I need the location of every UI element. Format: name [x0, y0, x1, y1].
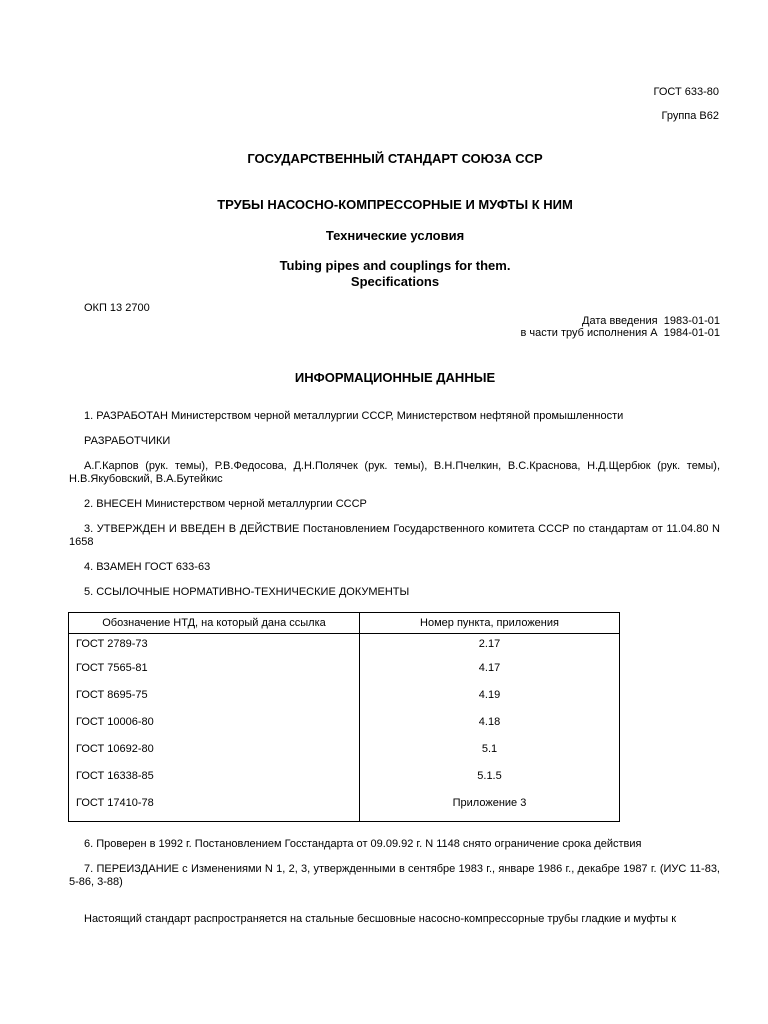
table-row	[69, 660, 620, 687]
table-header-document: Обозначение НТД, на который дана ссылка	[69, 613, 360, 634]
developers-list: А.Г.Карпов (рук. темы), Р.В.Федосова, Д.Н.Полячек (рук. темы), В.Н.Пчелкин, В.С.Краснова, Н.Д.Щербюк (рук. темы), Н.В.Якубовский, В.А.Бутейкис	[69, 460, 720, 485]
table-cell-clause: 4.18	[360, 714, 620, 741]
intro-date-a: в части труб исполнения А 1984-01-01	[520, 327, 720, 339]
developers-label: РАЗРАБОТЧИКИ	[84, 435, 171, 447]
standard-heading: ГОСУДАРСТВЕННЫЙ СТАНДАРТ СОЮЗА ССР	[247, 151, 543, 166]
table-cell-clause: Приложение 3	[360, 795, 620, 822]
table-cell-document: ГОСТ 17410-78	[69, 795, 360, 822]
table-cell-clause: 2.17	[360, 634, 620, 661]
table-cell-document: ГОСТ 7565-81	[69, 660, 360, 687]
paragraph-6: 6. Проверен в 1992 г. Постановлением Госстандарта от 09.09.92 г. N 1148 снято ограничение срока действия	[84, 838, 642, 850]
intro-date: Дата введения 1983-01-01	[582, 315, 720, 327]
table-row	[69, 768, 620, 795]
table-cell-document: ГОСТ 10692-80	[69, 741, 360, 768]
table-cell-document: ГОСТ 2789-73	[69, 634, 360, 661]
gost-number: ГОСТ 633-80	[653, 86, 719, 98]
table-row	[69, 687, 620, 714]
paragraph-2: 2. ВНЕСЕН Министерством черной металлургии СССР	[84, 498, 367, 510]
paragraph-7: 7. ПЕРЕИЗДАНИЕ с Изменениями N 1, 2, 3, утвержденными в сентябре 1983 г., январе 1986 г., декабре 1987 г. (ИУС 11-83, 5-86, 3-88)	[69, 863, 720, 888]
table-header-row	[69, 613, 620, 634]
scope-paragraph: Настоящий стандарт распространяется на стальные бесшовные насосно-компрессорные трубы гладкие и муфты к	[84, 913, 677, 925]
document-title: ТРУБЫ НАСОСНО-КОМПРЕССОРНЫЕ И МУФТЫ К НИМ	[217, 197, 573, 212]
table-cell-clause: 4.17	[360, 660, 620, 687]
table-row	[69, 795, 620, 822]
paragraph-3: 3. УТВЕРЖДЕН И ВВЕДЕН В ДЕЙСТВИЕ Постановлением Государственного комитета СССР по стандартам от 11.04.80 N 1658	[69, 523, 720, 548]
english-title: Tubing pipes and couplings for them.	[279, 258, 511, 273]
table-cell-document: ГОСТ 10006-80	[69, 714, 360, 741]
references-table	[68, 612, 620, 822]
paragraph-4: 4. ВЗАМЕН ГОСТ 633-63	[84, 561, 211, 573]
table-cell-document: ГОСТ 16338-85	[69, 768, 360, 795]
okp-code: ОКП 13 2700	[84, 302, 150, 314]
table-row	[69, 741, 620, 768]
table-header-clause: Номер пункта, приложения	[360, 613, 620, 634]
table-cell-document: ГОСТ 8695-75	[69, 687, 360, 714]
table-cell-clause: 5.1	[360, 741, 620, 768]
table-row	[69, 634, 620, 661]
info-heading: ИНФОРМАЦИОННЫЕ ДАННЫЕ	[294, 370, 496, 385]
document-subtitle: Технические условия	[325, 228, 465, 243]
table-row	[69, 714, 620, 741]
group-code: Группа В62	[661, 110, 719, 122]
paragraph-5: 5. ССЫЛОЧНЫЕ НОРМАТИВНО-ТЕХНИЧЕСКИЕ ДОКУМЕНТЫ	[84, 586, 410, 598]
table-cell-clause: 4.19	[360, 687, 620, 714]
english-subtitle: Specifications	[350, 274, 440, 289]
paragraph-1: 1. РАЗРАБОТАН Министерством черной металлургии СССР, Министерством нефтяной промышленности	[84, 410, 624, 422]
table-cell-clause: 5.1.5	[360, 768, 620, 795]
